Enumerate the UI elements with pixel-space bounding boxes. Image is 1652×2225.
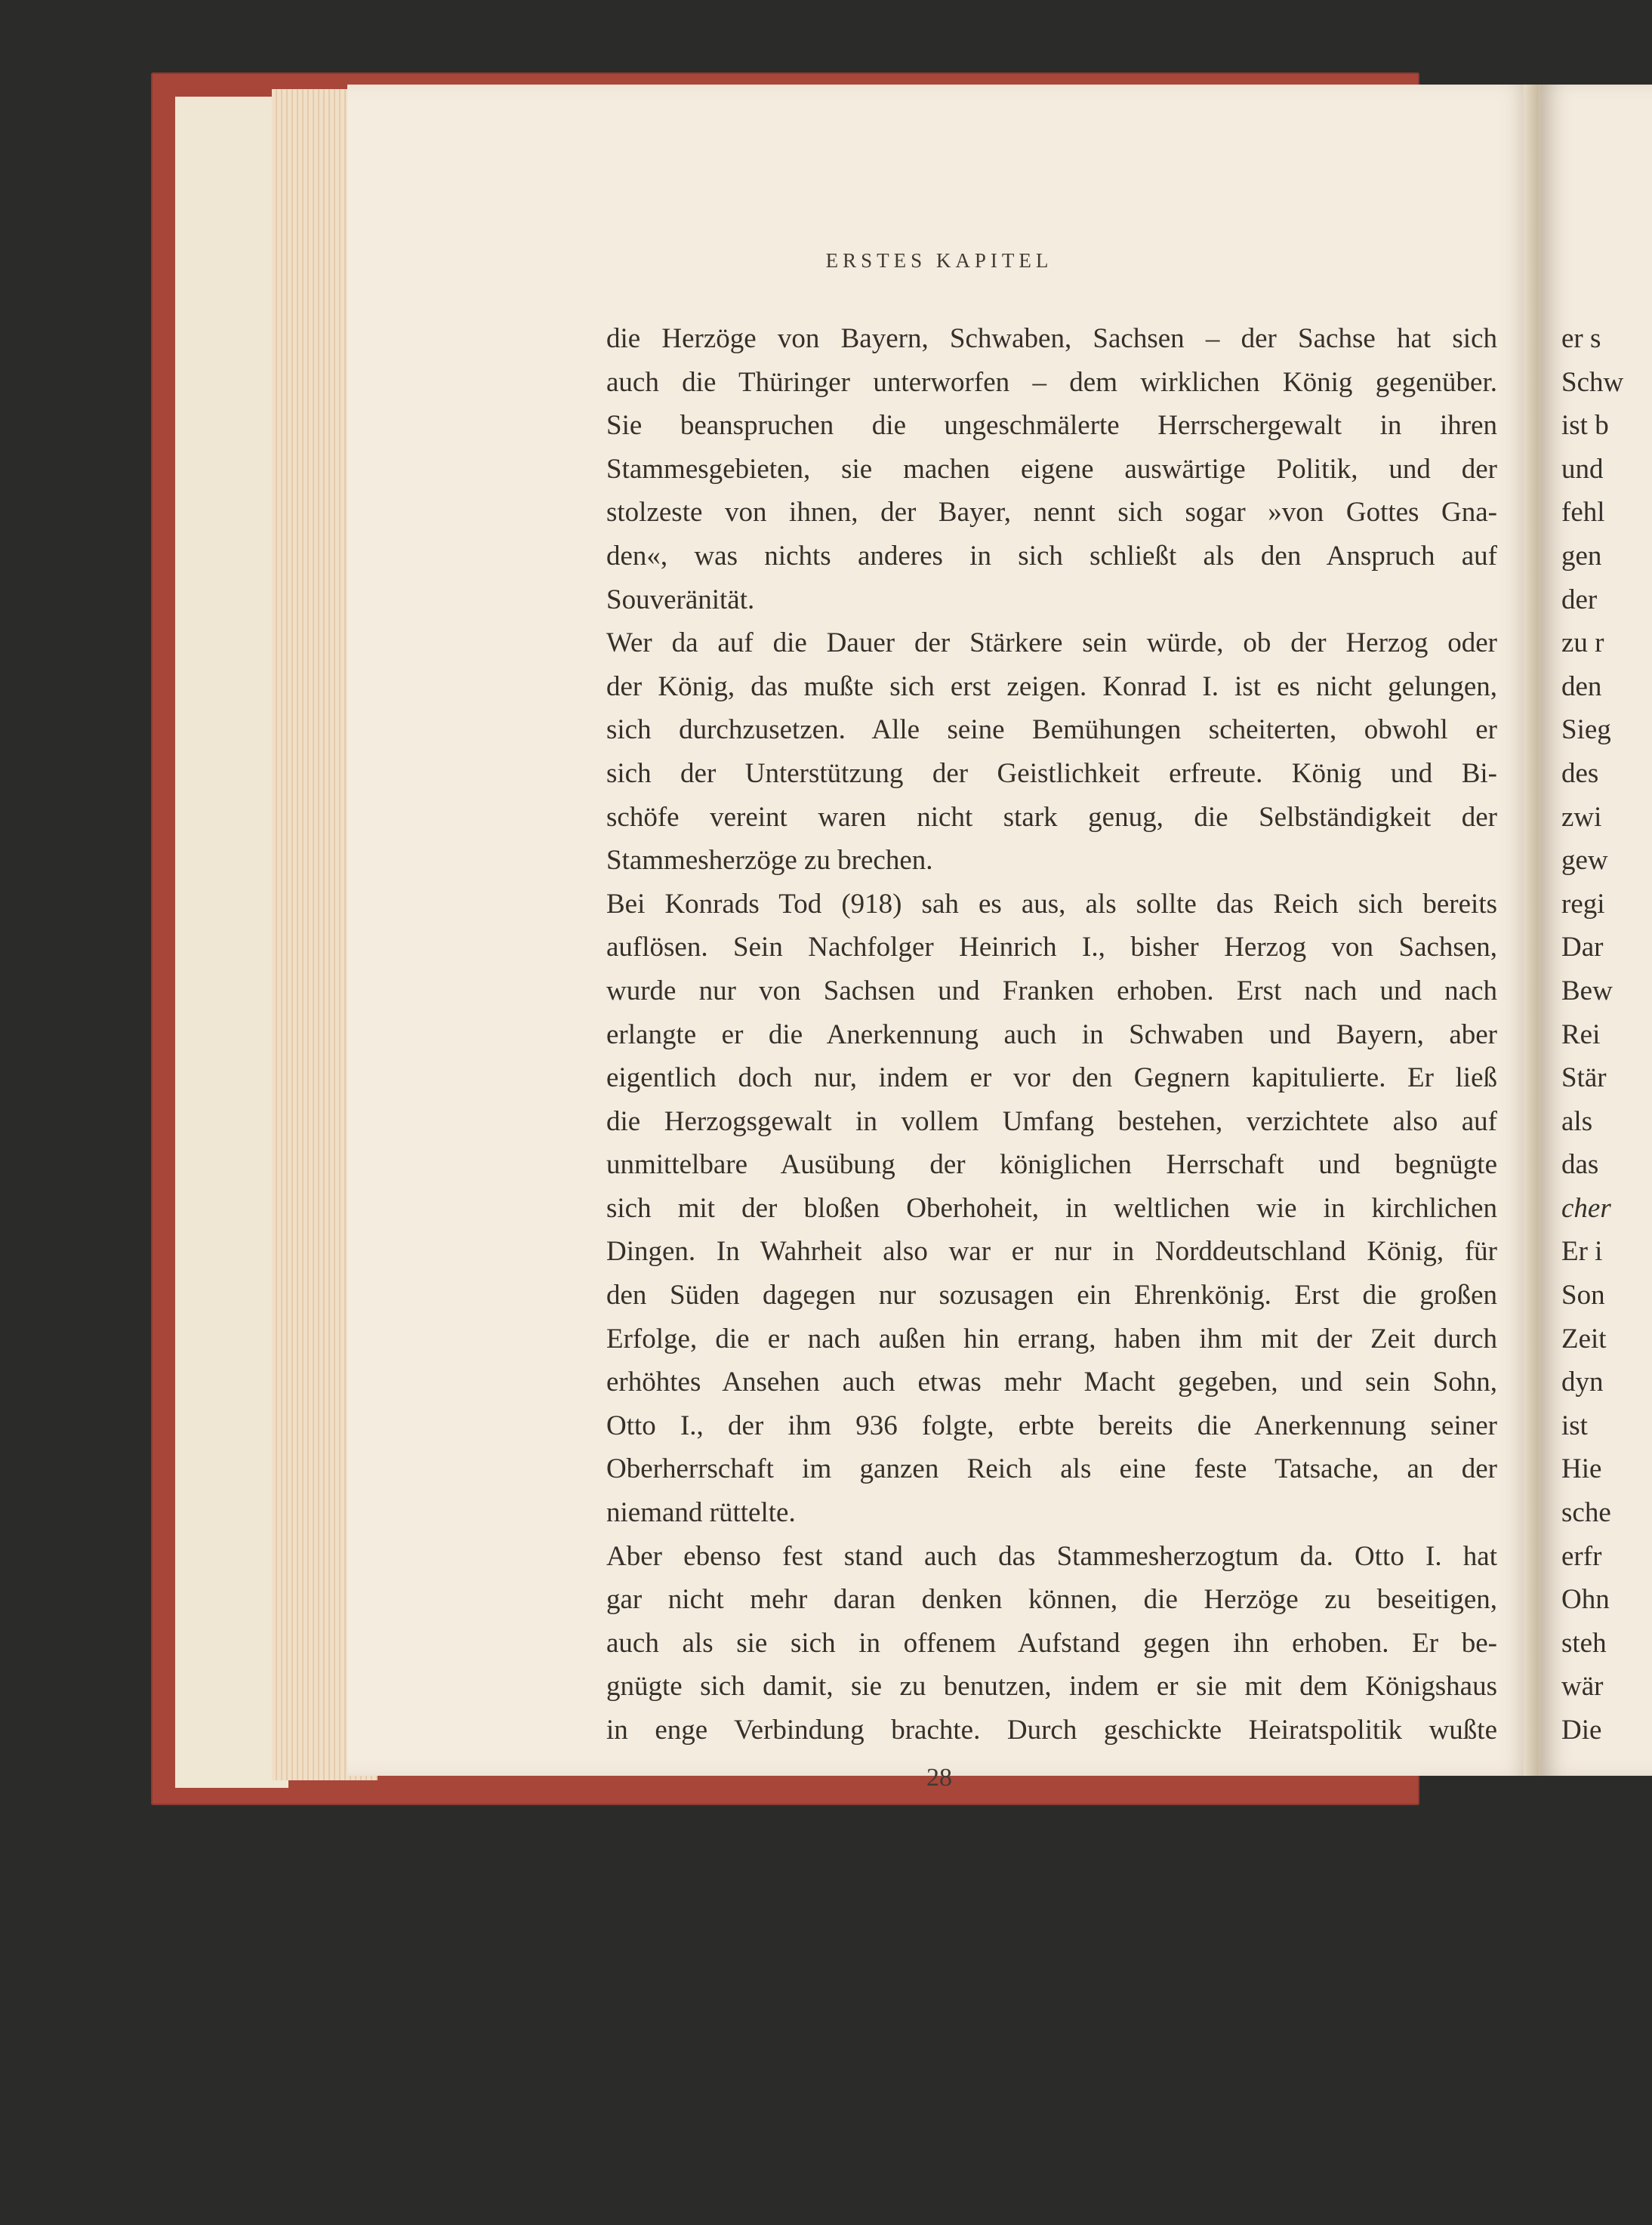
- text-line: unmittelbare Ausübung der königlichen Herrschaft und begnügte: [606, 1149, 1497, 1181]
- right-page-fragment: dyn: [1561, 1367, 1604, 1398]
- right-page-fragment: Rei: [1561, 1019, 1601, 1050]
- text-line: erlangte er die Anerkennung auch in Schwaben und Bayern, aber: [606, 1019, 1497, 1050]
- text-line: Erfolge, die er nach außen hin errang, haben ihm mit der Zeit durch: [606, 1323, 1497, 1354]
- text-line: sich durchzusetzen. Alle seine Bemühungen scheiterten, obwohl er: [606, 714, 1497, 746]
- text-line: Aber ebenso fest stand auch das Stammesherzogtum da. Otto I. hat: [606, 1540, 1497, 1572]
- right-page-fragment: Dar: [1561, 932, 1604, 963]
- text-line: Stammesgebieten, sie machen eigene auswärtige Politik, und der: [606, 453, 1497, 485]
- text-line: die Herzogsgewalt in vollem Umfang bestehen, verzichtete also auf: [606, 1105, 1497, 1137]
- right-page-fragment: Er i: [1561, 1236, 1603, 1268]
- right-page-fragment: Schw: [1561, 366, 1624, 398]
- right-page-fragment: Bew: [1561, 975, 1613, 1006]
- right-page-fragment: ist b: [1561, 410, 1609, 442]
- text-line: in enge Verbindung brachte. Durch geschickte Heiratspolitik wußte: [606, 1715, 1497, 1746]
- text-line: Otto I., der ihm 936 folgte, erbte bereits die Anerkennung seiner: [606, 1410, 1497, 1441]
- text-line: auflösen. Sein Nachfolger Heinrich I., bisher Herzog von Sachsen,: [606, 932, 1497, 963]
- right-page-fragment: regi: [1561, 888, 1605, 920]
- text-line: die Herzöge von Bayern, Schwaben, Sachsen – der Sachse hat sich: [606, 323, 1497, 354]
- text-line: auch die Thüringer unterworfen – dem wirklichen König gegenüber.: [606, 366, 1497, 398]
- right-page-fragment: und: [1561, 453, 1604, 485]
- right-page-fragment: des: [1561, 757, 1599, 789]
- text-line: sich der Unterstützung der Geistlichkeit erfreute. König und Bi-: [606, 757, 1497, 789]
- text-line: eigentlich doch nur, indem er vor den Gegnern kapitulierte. Er ließ: [606, 1062, 1497, 1094]
- right-page-fragment: Ohn: [1561, 1584, 1610, 1616]
- text-line: erhöhtes Ansehen auch etwas mehr Macht gegeben, und sein Sohn,: [606, 1367, 1497, 1398]
- text-line: sich mit der bloßen Oberhoheit, in weltlichen wie in kirchlichen: [606, 1192, 1497, 1224]
- right-page-fragment: erfr: [1561, 1540, 1602, 1572]
- page-number: 28: [926, 1764, 952, 1792]
- right-page-fragment: Stär: [1561, 1062, 1607, 1094]
- text-line: Sie beanspruchen die ungeschmälerte Herrschergewalt in ihren: [606, 410, 1497, 442]
- right-page-fragment: ist: [1561, 1410, 1588, 1441]
- text-line: den«, was nichts anderes in sich schließt als den Anspruch auf: [606, 540, 1497, 572]
- text-line: Stammesherzöge zu brechen.: [606, 845, 933, 877]
- text-line: den Süden dagegen nur sozusagen ein Ehrenkönig. Erst die großen: [606, 1280, 1497, 1311]
- right-page-fragment: er s: [1561, 323, 1601, 354]
- right-page-fragment: der: [1561, 584, 1598, 615]
- text-line: schöfe vereint waren nicht stark genug, die Selbständigkeit der: [606, 801, 1497, 833]
- text-line: auch als sie sich in offenem Aufstand gegen ihn erhoben. Er be-: [606, 1627, 1497, 1659]
- right-page-fragment: zwi: [1561, 801, 1602, 833]
- text-line: niemand rüttelte.: [606, 1497, 796, 1529]
- text-line: Dingen. In Wahrheit also war er nur in Norddeutschland König, für: [606, 1236, 1497, 1268]
- right-page-fragment: Zeit: [1561, 1323, 1607, 1354]
- right-page-fragment: das: [1561, 1149, 1599, 1181]
- text-line: Oberherrschaft im ganzen Reich als eine feste Tatsache, an der: [606, 1453, 1497, 1485]
- text-line: stolzeste von ihnen, der Bayer, nennt sich sogar »von Gottes Gna-: [606, 497, 1497, 529]
- text-line: Bei Konrads Tod (918) sah es aus, als sollte das Reich sich bereits: [606, 888, 1497, 920]
- text-line: der König, das mußte sich erst zeigen. Konrad I. ist es nicht gelungen,: [606, 670, 1497, 702]
- right-page-fragment: cher: [1561, 1192, 1611, 1224]
- right-page-fragment: wär: [1561, 1671, 1604, 1703]
- text-line: gnügte sich damit, sie zu benutzen, indem er sie mit dem Königshaus: [606, 1671, 1497, 1703]
- right-page-fragment: den: [1561, 670, 1602, 702]
- right-page-fragment: als: [1561, 1105, 1593, 1137]
- body-text: [606, 317, 1497, 1752]
- text-line: Wer da auf die Dauer der Stärkere sein würde, ob der Herzog oder: [606, 627, 1497, 659]
- text-line: Souveränität.: [606, 584, 755, 615]
- right-page-fragment: sche: [1561, 1497, 1611, 1529]
- right-page-fragment: zu r: [1561, 627, 1604, 659]
- right-page-fragment: gew: [1561, 845, 1608, 877]
- right-page-text: [1561, 317, 1623, 1752]
- right-page-fragment: Sieg: [1561, 714, 1611, 746]
- text-line: wurde nur von Sachsen und Franken erhoben. Erst nach und nach: [606, 975, 1497, 1006]
- right-page-fragment: steh: [1561, 1627, 1607, 1659]
- right-page-fragment: fehl: [1561, 497, 1605, 529]
- text-line: gar nicht mehr daran denken können, die Herzöge zu beseitigen,: [606, 1584, 1497, 1616]
- right-page-fragment: gen: [1561, 540, 1602, 572]
- right-page-fragment: Hie: [1561, 1453, 1602, 1485]
- right-page-fragment: Die: [1561, 1715, 1602, 1746]
- right-page-fragment: Son: [1561, 1280, 1605, 1311]
- running-head: ERSTES KAPITEL: [825, 249, 1053, 272]
